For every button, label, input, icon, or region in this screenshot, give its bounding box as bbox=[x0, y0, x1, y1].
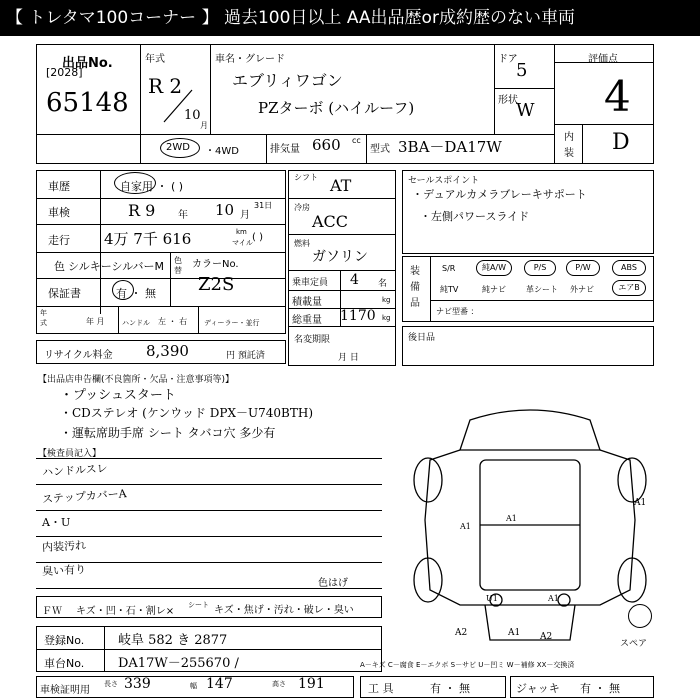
warranty-value: 有 ・ 無 bbox=[116, 287, 156, 300]
divider bbox=[494, 44, 495, 134]
color-no-value: Z2S bbox=[198, 274, 235, 295]
equip-ps: P/S bbox=[524, 260, 556, 276]
divider bbox=[170, 252, 171, 306]
diagram-note-4: A2 bbox=[455, 628, 468, 638]
reg-value: 岐阜 582 き 2877 bbox=[118, 633, 228, 648]
weight-label: 総重量 bbox=[292, 315, 322, 326]
mileage-unit-km: km bbox=[236, 228, 247, 236]
tools-value: 有 ・ 無 bbox=[430, 682, 470, 695]
car-diagram bbox=[400, 390, 660, 650]
chassis-label: 車台No. bbox=[44, 657, 85, 670]
inspector-note-4: 内装汚れ bbox=[41, 538, 87, 555]
inspector-note-1: ハンドルスレ bbox=[41, 461, 109, 480]
equip-abs: ABS bbox=[612, 260, 646, 276]
note-line bbox=[36, 484, 382, 485]
color-change-2: 替 bbox=[174, 266, 182, 275]
doors-value: 5 bbox=[516, 60, 528, 81]
equip-alloy-wheel: 純A/W bbox=[476, 260, 512, 276]
capacity-value: 4 bbox=[350, 272, 359, 288]
type-label: 型式 bbox=[370, 144, 390, 155]
year-label: 年式 bbox=[145, 54, 165, 65]
diagram-note-5: A1 bbox=[508, 628, 521, 638]
cc-label: 排気量 bbox=[270, 144, 300, 155]
recycle-unit: 円 預託済 bbox=[226, 351, 265, 361]
height-label: 高さ bbox=[272, 680, 286, 688]
divider bbox=[36, 306, 286, 307]
mileage-unit-mile: マイル bbox=[232, 239, 253, 247]
recycle-label: リサイクル料金 bbox=[44, 350, 113, 361]
interior-label-1: 内 bbox=[564, 132, 574, 143]
notes-title: 【出品店申告欄(不良箇所・欠品・注意事項等)】 bbox=[38, 375, 235, 385]
divider bbox=[140, 44, 141, 164]
fuel-label: 燃料 bbox=[294, 239, 310, 248]
cc-value: 660 bbox=[312, 136, 341, 154]
jack-label: ジャッキ bbox=[516, 682, 560, 695]
damage-legend: A－キズ C－腐食 E－エクボ S－サビ U－凹ミ W－補修 XX－交換済 bbox=[360, 661, 575, 669]
lot-number: 65148 bbox=[46, 88, 129, 118]
divider bbox=[36, 252, 286, 253]
inspection-year-label: 年 bbox=[178, 210, 188, 221]
equip-navi: 純ナビ bbox=[482, 285, 506, 294]
diagram-note-3: A1 bbox=[506, 514, 517, 523]
divider bbox=[430, 256, 431, 322]
divider bbox=[366, 134, 367, 164]
seat-label: シート bbox=[188, 601, 209, 609]
year-month: 10 bbox=[184, 108, 201, 123]
divider bbox=[104, 626, 105, 672]
height-value: 191 bbox=[298, 676, 325, 692]
inspection-day: 31日 bbox=[254, 201, 273, 210]
jack-value: 有 ・ 無 bbox=[580, 682, 620, 695]
color-change-1: 色 bbox=[174, 256, 182, 265]
divider bbox=[288, 270, 396, 271]
navi-model-label: ナビ型番 ： bbox=[436, 307, 479, 316]
divider bbox=[36, 134, 140, 135]
fuel-value: ガソリン bbox=[312, 249, 368, 265]
note-line-1: ・プッシュスタート bbox=[60, 388, 176, 403]
ownerchange-label: 名変期限 bbox=[294, 335, 331, 345]
slash-mark bbox=[150, 86, 200, 126]
divider bbox=[140, 134, 554, 135]
mod-label-1: 年 bbox=[40, 309, 47, 317]
mileage-value: 4万 7千 616 bbox=[104, 230, 192, 248]
spare-tire bbox=[628, 604, 652, 628]
floor-text: キズ・凹・石・割レ× bbox=[76, 606, 175, 617]
divider bbox=[210, 44, 211, 134]
grade: PZターボ (ハイルーフ) bbox=[258, 99, 415, 117]
handle-value: 左 ・ 右 bbox=[158, 317, 188, 326]
ownerchange-unit: 月 日 bbox=[338, 353, 359, 363]
history-value: 自家用 ・ ( ) bbox=[120, 180, 184, 193]
diagram-note-6: A2 bbox=[540, 632, 553, 642]
drive-2wd: 2WD bbox=[166, 142, 190, 153]
dealer-label: ディーラー・並行 bbox=[204, 319, 260, 327]
note-line-2: ・CDステレオ (ケンウッド DPX－U740BTH) bbox=[60, 406, 314, 420]
divider bbox=[36, 224, 286, 225]
divider bbox=[100, 170, 101, 314]
length-label: 長さ bbox=[104, 680, 118, 688]
width-value: 147 bbox=[206, 676, 233, 692]
drive-4wd: ・4WD bbox=[205, 146, 239, 157]
capacity-label: 乗車定員 bbox=[292, 278, 329, 288]
inspection-era: R 9 bbox=[128, 201, 156, 220]
divider bbox=[288, 326, 396, 327]
inspection-month-label: 月 bbox=[240, 210, 250, 221]
interior-label-2: 装 bbox=[564, 148, 574, 159]
note-line bbox=[36, 536, 382, 537]
equipment-label-3: 品 bbox=[410, 298, 420, 309]
mileage-paren: ( ) bbox=[252, 232, 263, 243]
divider bbox=[36, 649, 382, 650]
model-label: 車名・グレード bbox=[215, 54, 285, 65]
history-label: 車歴 bbox=[48, 180, 70, 193]
note-line bbox=[36, 510, 382, 511]
warranty-circle bbox=[112, 280, 134, 300]
shape-value: W bbox=[516, 100, 535, 121]
diagram-note-1: A1 bbox=[634, 498, 647, 508]
lot-label: 出品No. bbox=[62, 56, 113, 71]
note-line bbox=[36, 458, 382, 459]
equip-ext-navi: 外ナビ bbox=[570, 285, 594, 294]
divider bbox=[288, 234, 396, 235]
floor-label: ＦＷ bbox=[42, 606, 62, 617]
color-value: シルキーシルバーM bbox=[68, 260, 164, 273]
seat-text: キズ・焦げ・汚れ・破レ・臭い bbox=[214, 605, 354, 616]
equip-sr: S/R bbox=[442, 264, 456, 273]
spare-label: スペア bbox=[620, 639, 648, 649]
sales-label: セールスポイント bbox=[408, 176, 480, 186]
divider bbox=[554, 124, 654, 125]
divider bbox=[36, 198, 286, 199]
inspector-note-3: A・U bbox=[42, 516, 71, 529]
score-value: 4 bbox=[604, 72, 631, 121]
equip-pw: P/W bbox=[566, 260, 600, 276]
later-box bbox=[402, 326, 654, 366]
inspection-month: 10 bbox=[215, 201, 235, 219]
reg-label: 登録No. bbox=[44, 634, 85, 647]
cert-label: 車検証明用 bbox=[40, 685, 90, 696]
shift-label: シフト bbox=[294, 173, 318, 182]
divider bbox=[118, 306, 119, 334]
year-era: R 2 bbox=[148, 74, 183, 98]
inspector-title: 【検査員記入】 bbox=[38, 449, 102, 459]
capacity-unit: 名 bbox=[378, 279, 388, 289]
color-no-label: カラーNo. bbox=[192, 259, 239, 270]
divider bbox=[266, 134, 267, 164]
inspector-note-5: 臭い有り bbox=[41, 562, 87, 579]
inspection-label: 車検 bbox=[48, 206, 70, 219]
score-label: 評価点 bbox=[588, 54, 618, 65]
divider bbox=[288, 290, 396, 291]
diagram-note-8: A1 bbox=[548, 594, 559, 603]
chassis-value: DA17W－255670 / bbox=[118, 656, 239, 671]
color-label: 色 bbox=[54, 260, 65, 273]
interior-value: D bbox=[612, 130, 630, 155]
history-circle bbox=[114, 172, 156, 194]
warranty-label: 保証書 bbox=[48, 287, 81, 300]
load-label: 積載量 bbox=[292, 297, 322, 308]
mileage-label: 走行 bbox=[48, 234, 70, 247]
ac-value: ACC bbox=[312, 212, 349, 231]
sales-point-2: ・左側パワースライド bbox=[420, 210, 530, 223]
weight-unit: kg bbox=[382, 314, 391, 322]
equip-leather: 革シート bbox=[526, 285, 558, 294]
divider bbox=[198, 306, 199, 334]
note-line-3: ・運転席助手席 シート タバコ穴 多少有 bbox=[60, 426, 276, 440]
mod-label-2: 式 bbox=[40, 319, 47, 327]
ac-label: 冷房 bbox=[294, 203, 310, 212]
later-label: 後日品 bbox=[408, 333, 436, 343]
model-name: エブリィワゴン bbox=[232, 71, 343, 90]
diagram-note-7: U1 bbox=[486, 594, 498, 603]
equipment-label-1: 装 bbox=[410, 266, 420, 277]
shape-label: 形状 bbox=[498, 95, 518, 106]
recycle-value: 8,390 bbox=[146, 342, 189, 360]
width-label: 幅 bbox=[190, 682, 197, 690]
inspector-note-2: ステップカバーA bbox=[41, 487, 128, 506]
diagram-note-2: A1 bbox=[460, 522, 471, 531]
cc-unit: cc bbox=[352, 136, 361, 145]
handle-label: ハンドル bbox=[122, 319, 150, 327]
equip-airbag: エアB bbox=[612, 280, 646, 296]
doors-label: ドア bbox=[498, 54, 518, 65]
page-header: 【 トレタマ100コーナー 】 過去100日以上 AA出品歴or成約歴のない車両 bbox=[0, 0, 700, 36]
load-unit: kg bbox=[382, 296, 391, 304]
equip-tv: 純TV bbox=[440, 285, 459, 294]
tools-label: 工 具 bbox=[368, 682, 394, 695]
lot-sub: [2028] bbox=[46, 66, 83, 79]
divider bbox=[430, 300, 654, 301]
type-value: 3BA－DA17W bbox=[398, 138, 502, 156]
note-line bbox=[36, 562, 382, 563]
sales-point-1: ・デュアルカメラブレーキサポート bbox=[412, 188, 587, 201]
divider bbox=[582, 124, 583, 164]
length-value: 339 bbox=[124, 676, 151, 692]
shift-value: AT bbox=[330, 176, 352, 195]
equipment-label-2: 備 bbox=[410, 282, 420, 293]
diagram-note-9: 色はげ bbox=[318, 578, 348, 589]
divider bbox=[494, 88, 554, 89]
weight-value: 1170 bbox=[340, 308, 376, 324]
divider bbox=[36, 278, 286, 279]
mod-month: 年 月 bbox=[86, 317, 105, 326]
year-month-suffix: 月 bbox=[200, 121, 208, 130]
divider bbox=[288, 198, 396, 199]
